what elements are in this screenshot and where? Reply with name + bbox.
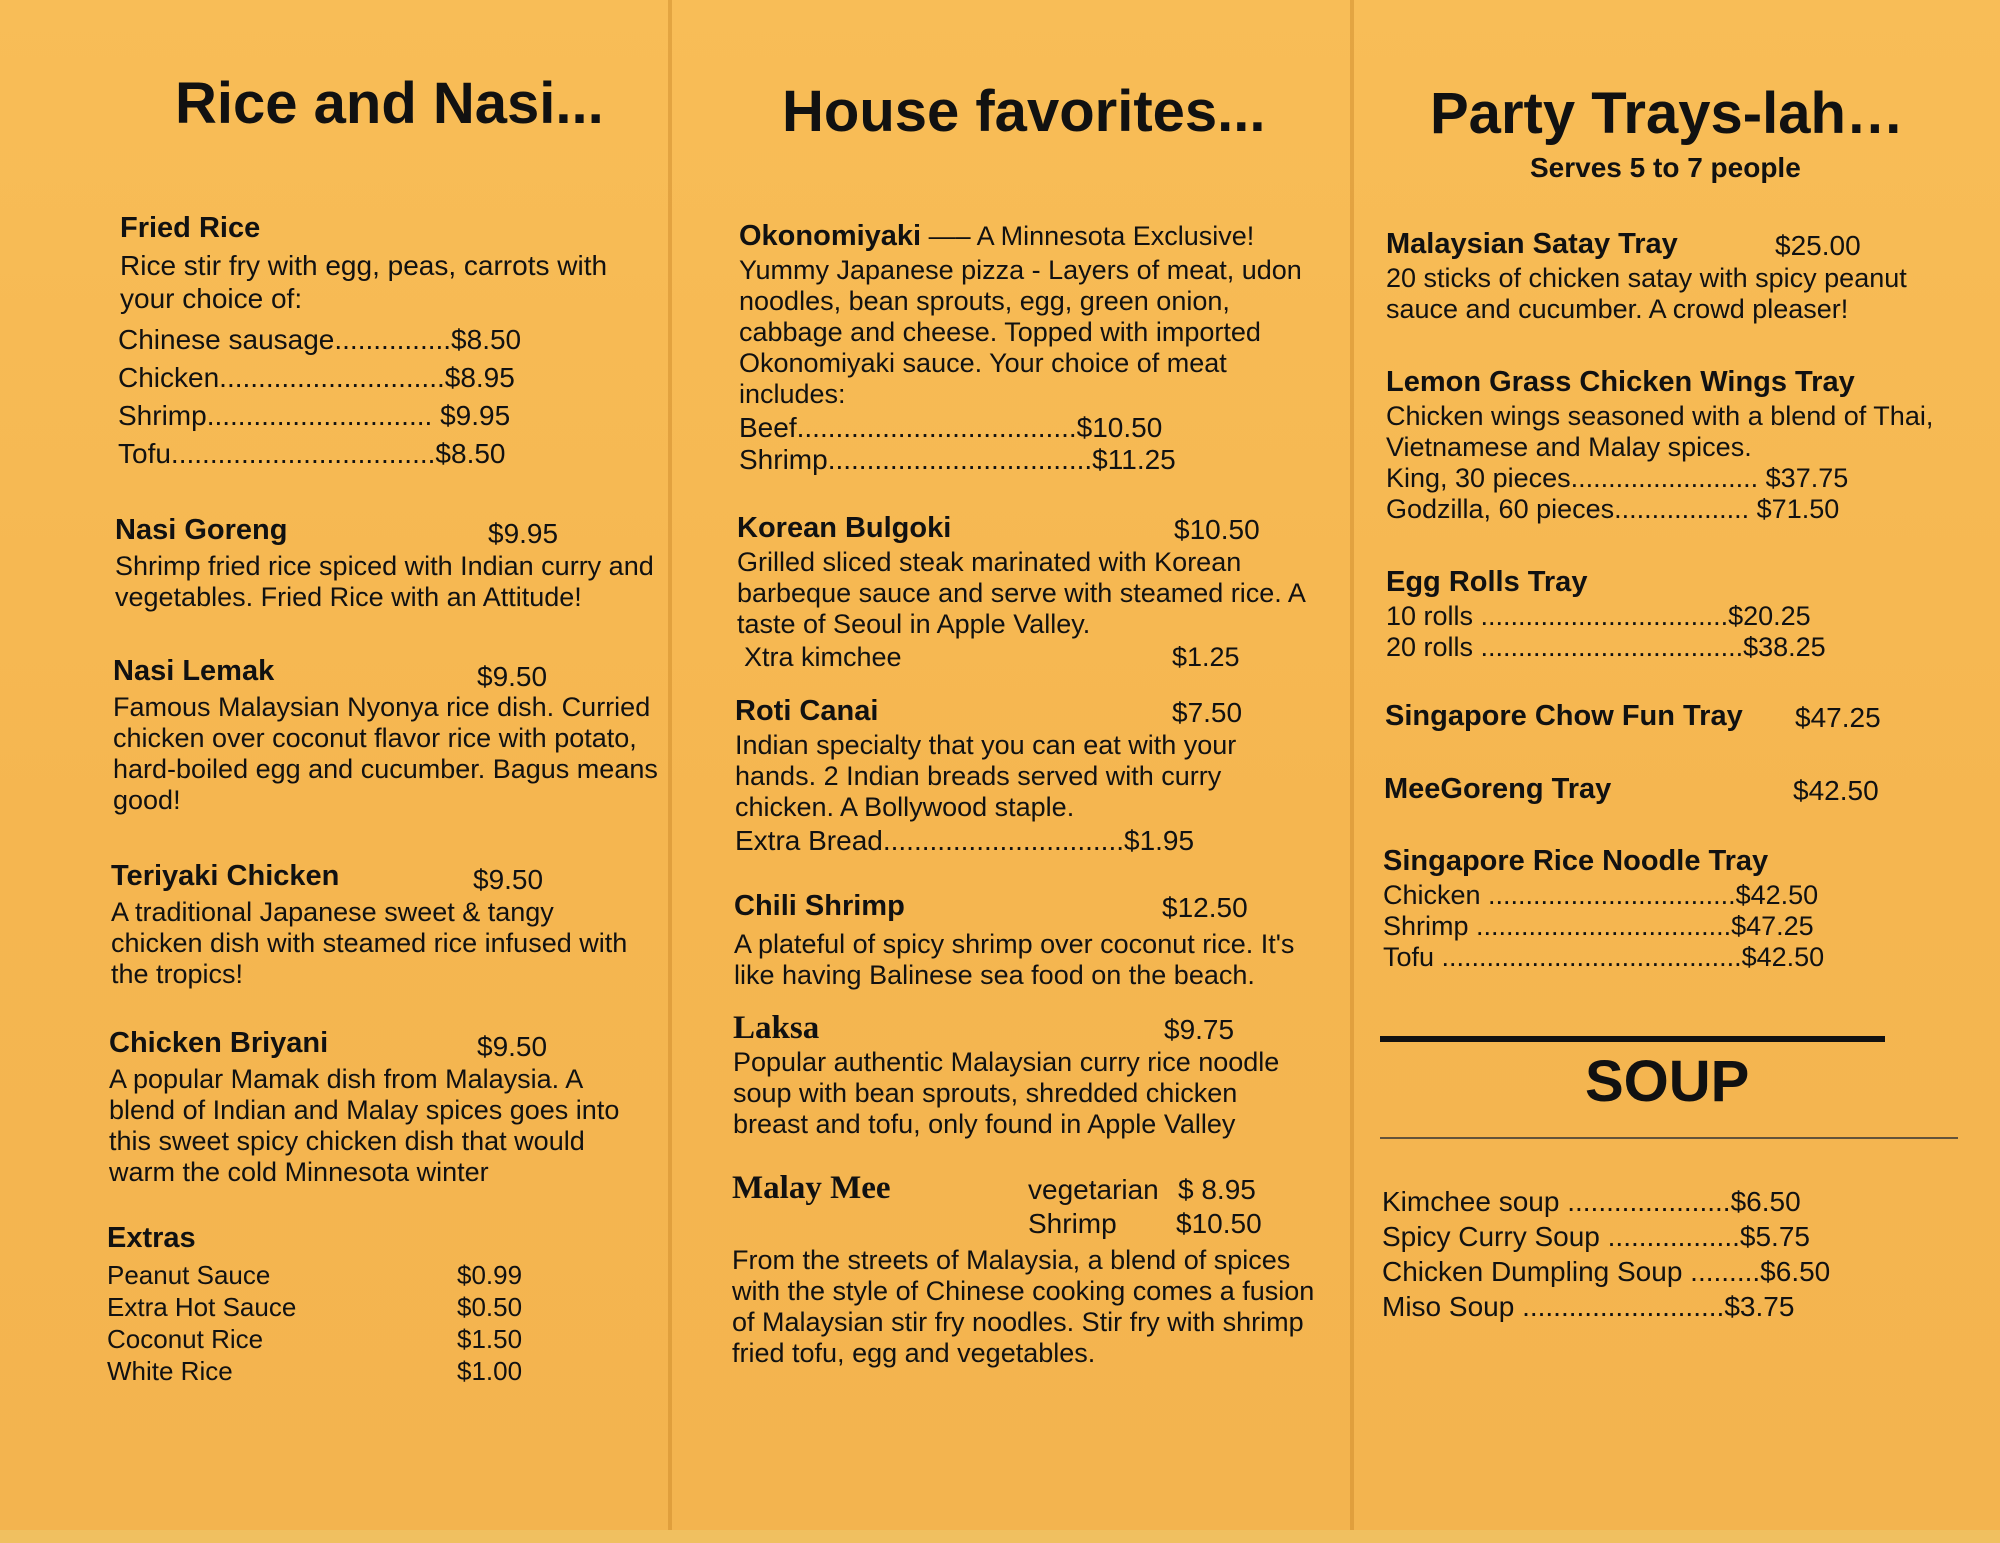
item-price: $47.25 xyxy=(1795,702,1881,733)
item-price: $9.50 xyxy=(477,661,548,692)
item-description: Popular authentic Malaysian curry rice noodle soup with bean sprouts, shredded chicken breast and tofu, only found in Apple Valley xyxy=(733,1047,1280,1139)
item-title: Laksa xyxy=(733,1010,820,1046)
section-heading-soup: SOUP xyxy=(1585,1049,1750,1114)
item-price: $10.50 xyxy=(1174,514,1260,545)
extras-list xyxy=(107,1259,675,1387)
option-line: Beef....................................$10.50 xyxy=(739,412,1163,443)
section-heading-rice-and-nasi: Rice and Nasi... xyxy=(175,71,604,136)
variant-label-vegetarian: vegetarian xyxy=(1028,1174,1159,1205)
section-subheading: Serves 5 to 7 people xyxy=(1530,152,1801,183)
soup-line: Spicy Curry Soup .................$5.75 xyxy=(1382,1221,1810,1252)
option-line: Chicken .................................$42.50 xyxy=(1383,880,1819,910)
item-description: A popular Mamak dish from Malaysia. A blend of Indian and Malay spices goes into this sweet spicy chicken dish that would warm the cold Minnesota winter xyxy=(109,1064,620,1187)
extras-section xyxy=(105,1222,675,1387)
option-line: Chicken.............................$8.95 xyxy=(118,362,515,393)
menu-item-chow-fun-tray xyxy=(1380,700,1970,733)
item-price: $25.00 xyxy=(1775,230,1861,261)
option-line: King, 30 pieces......................... $37.75 xyxy=(1386,463,1849,493)
extra-bread-line: Extra Bread...............................$1.95 xyxy=(735,825,1195,856)
item-description: A traditional Japanese sweet & tangy chicken dish with steamed rice infused with the tropics! xyxy=(111,897,628,989)
item-title: Singapore Chow Fun Tray xyxy=(1385,700,1743,732)
item-title: Malaysian Satay Tray xyxy=(1386,228,1678,260)
extra-price: $1.25 xyxy=(1172,642,1240,672)
menu-item-mee-goreng-tray xyxy=(1380,773,1970,806)
option-line: Shrimp............................. $9.95 xyxy=(118,400,511,431)
item-price: $7.50 xyxy=(1172,697,1243,728)
item-description: Famous Malaysian Nyonya rice dish. Curried chicken over coconut flavor rice with potato, hard-boiled egg and cucumber. Bagus means good! xyxy=(113,692,658,815)
column-party-trays xyxy=(1380,0,1970,1530)
option-line: Chinese sausage...............$8.50 xyxy=(118,324,522,355)
item-title: Nasi Goreng xyxy=(115,514,288,546)
extras-row xyxy=(107,1259,675,1291)
option-list xyxy=(739,412,1332,476)
item-title: Roti Canai xyxy=(735,695,879,727)
option-line: 10 rolls .................................$20.25 xyxy=(1386,601,1811,631)
item-title: Malay Mee xyxy=(732,1170,891,1206)
option-line: Tofu ........................................$42.50 xyxy=(1383,942,1825,972)
soup-line: Chicken Dumpling Soup .........$6.50 xyxy=(1382,1256,1831,1287)
item-description: Chicken wings seasoned with a blend of Thai, Vietnamese and Malay spices. xyxy=(1386,401,1934,462)
item-description: Yummy Japanese pizza - Layers of meat, udon noodles, bean sprouts, egg, green onion, cabbage and cheese. Topped with imported Okonomiyaki sauce. Your choice of meat includes: xyxy=(739,255,1302,409)
extra-price: $0.99 xyxy=(457,1260,523,1290)
option-list xyxy=(118,321,675,473)
extras-title: Extras xyxy=(107,1222,196,1254)
option-line: Tofu..................................$8.50 xyxy=(118,438,506,469)
item-title: Chicken Briyani xyxy=(109,1027,329,1059)
item-description: Shrimp fried rice spiced with Indian curry and vegetables. Fried Rice with an Attitude! xyxy=(115,551,654,612)
menu-item-laksa xyxy=(732,1010,1332,1140)
soup-line: Kimchee soup .....................$6.50 xyxy=(1382,1186,1801,1217)
item-title: Korean Bulgoki xyxy=(737,512,952,544)
menu-item-egg-rolls-tray xyxy=(1380,566,1970,663)
item-price: $9.95 xyxy=(488,518,559,549)
section-heading-house-favorites: House favorites... xyxy=(782,79,1266,144)
item-title: Okonomiyaki xyxy=(739,220,922,252)
item-description: Grilled sliced steak marinated with Korean barbeque sauce and serve with steamed rice. A taste of Seoul in Apple Valley. xyxy=(737,547,1305,639)
item-note: —– A Minnesota Exclusive! xyxy=(921,221,1255,251)
menu-item-teriyaki-chicken xyxy=(105,860,675,990)
extras-row xyxy=(107,1291,675,1323)
item-description: Indian specialty that you can eat with your hands. 2 Indian breads served with curry chicken. A Bollywood staple. xyxy=(735,730,1237,822)
item-description: 20 sticks of chicken satay with spicy peanut sauce and cucumber. A crowd pleaser! xyxy=(1386,263,1907,324)
item-title: Fried Rice xyxy=(120,212,261,244)
variant-price-shrimp: $10.50 xyxy=(1176,1208,1262,1239)
menu-item-rice-noodle-tray xyxy=(1380,845,1970,973)
extra-row xyxy=(732,642,1332,676)
menu-item-korean-bulgoki xyxy=(732,512,1332,676)
extra-name: Extra Hot Sauce xyxy=(107,1292,297,1322)
soup-list xyxy=(1380,1184,1970,1324)
menu-item-fried-rice xyxy=(105,212,675,473)
item-title: Nasi Lemak xyxy=(113,655,275,687)
page-bottom-edge xyxy=(0,1530,2000,1543)
fold-line-right xyxy=(1350,0,1354,1530)
menu-item-roti-canai xyxy=(732,695,1332,857)
item-price: $42.50 xyxy=(1793,775,1879,806)
item-description: From the streets of Malaysia, a blend of spices with the style of Chinese cooking comes a fusion of Malaysian stir fry noodles. Stir fry with shrimp fried tofu, egg and vegetables. xyxy=(732,1245,1315,1368)
extras-row xyxy=(107,1355,675,1387)
item-title: Egg Rolls Tray xyxy=(1386,566,1588,598)
extra-price: $0.50 xyxy=(457,1292,523,1322)
section-heading-party-trays: Party Trays-lah… xyxy=(1430,81,1904,146)
menu-item-chicken-wings-tray xyxy=(1380,366,1970,525)
extra-name: Peanut Sauce xyxy=(107,1260,271,1290)
item-title: Lemon Grass Chicken Wings Tray xyxy=(1386,366,1855,398)
item-description: A plateful of spicy shrimp over coconut rice. It's like having Balinese sea food on the beach. xyxy=(734,929,1295,990)
item-title: Singapore Rice Noodle Tray xyxy=(1383,845,1769,877)
item-title: MeeGoreng Tray xyxy=(1384,773,1612,805)
soup-line: Miso Soup ..........................$3.75 xyxy=(1382,1291,1795,1322)
column-rice-and-nasi xyxy=(105,0,675,1530)
item-price: $9.75 xyxy=(1164,1014,1235,1045)
variant-label-shrimp: Shrimp xyxy=(1028,1208,1117,1239)
item-description: Rice stir fry with egg, peas, carrots with your choice of: xyxy=(120,250,608,314)
option-line: Godzilla, 60 pieces.................. $71.50 xyxy=(1386,494,1840,524)
variant-price-vegetarian: $ 8.95 xyxy=(1178,1174,1256,1205)
option-list xyxy=(1386,463,1970,525)
column-house-favorites xyxy=(732,0,1332,1530)
extra-name: Coconut Rice xyxy=(107,1324,264,1354)
extra-price: $1.00 xyxy=(457,1356,523,1386)
option-line: Shrimp ..................................$47.25 xyxy=(1383,911,1814,941)
option-line: 20 rolls ...................................$38.25 xyxy=(1386,632,1826,662)
option-list xyxy=(1386,601,1970,663)
extra-name: White Rice xyxy=(107,1356,233,1386)
item-price: $9.50 xyxy=(473,864,544,895)
option-list xyxy=(1383,880,1970,973)
extras-row xyxy=(107,1323,675,1355)
menu-item-satay-tray xyxy=(1380,228,1970,325)
menu-item-nasi-goreng xyxy=(105,514,675,613)
menu-item-okonomiyaki xyxy=(732,220,1332,476)
item-title: Teriyaki Chicken xyxy=(111,860,340,892)
soup-divider-bottom xyxy=(1380,1137,1958,1139)
menu-item-chili-shrimp xyxy=(732,890,1332,991)
menu-item-nasi-lemak xyxy=(105,655,675,816)
option-line: Shrimp..................................$11.25 xyxy=(739,444,1176,475)
menu-item-chicken-briyani xyxy=(105,1027,675,1188)
menu-item-malay-mee xyxy=(732,1170,1332,1369)
extra-label: Xtra kimchee xyxy=(744,642,902,672)
item-title: Chili Shrimp xyxy=(734,890,905,922)
extra-price: $1.50 xyxy=(457,1324,523,1354)
soup-divider-top xyxy=(1380,1036,1885,1042)
item-price: $12.50 xyxy=(1162,892,1248,923)
item-price: $9.50 xyxy=(477,1031,548,1062)
